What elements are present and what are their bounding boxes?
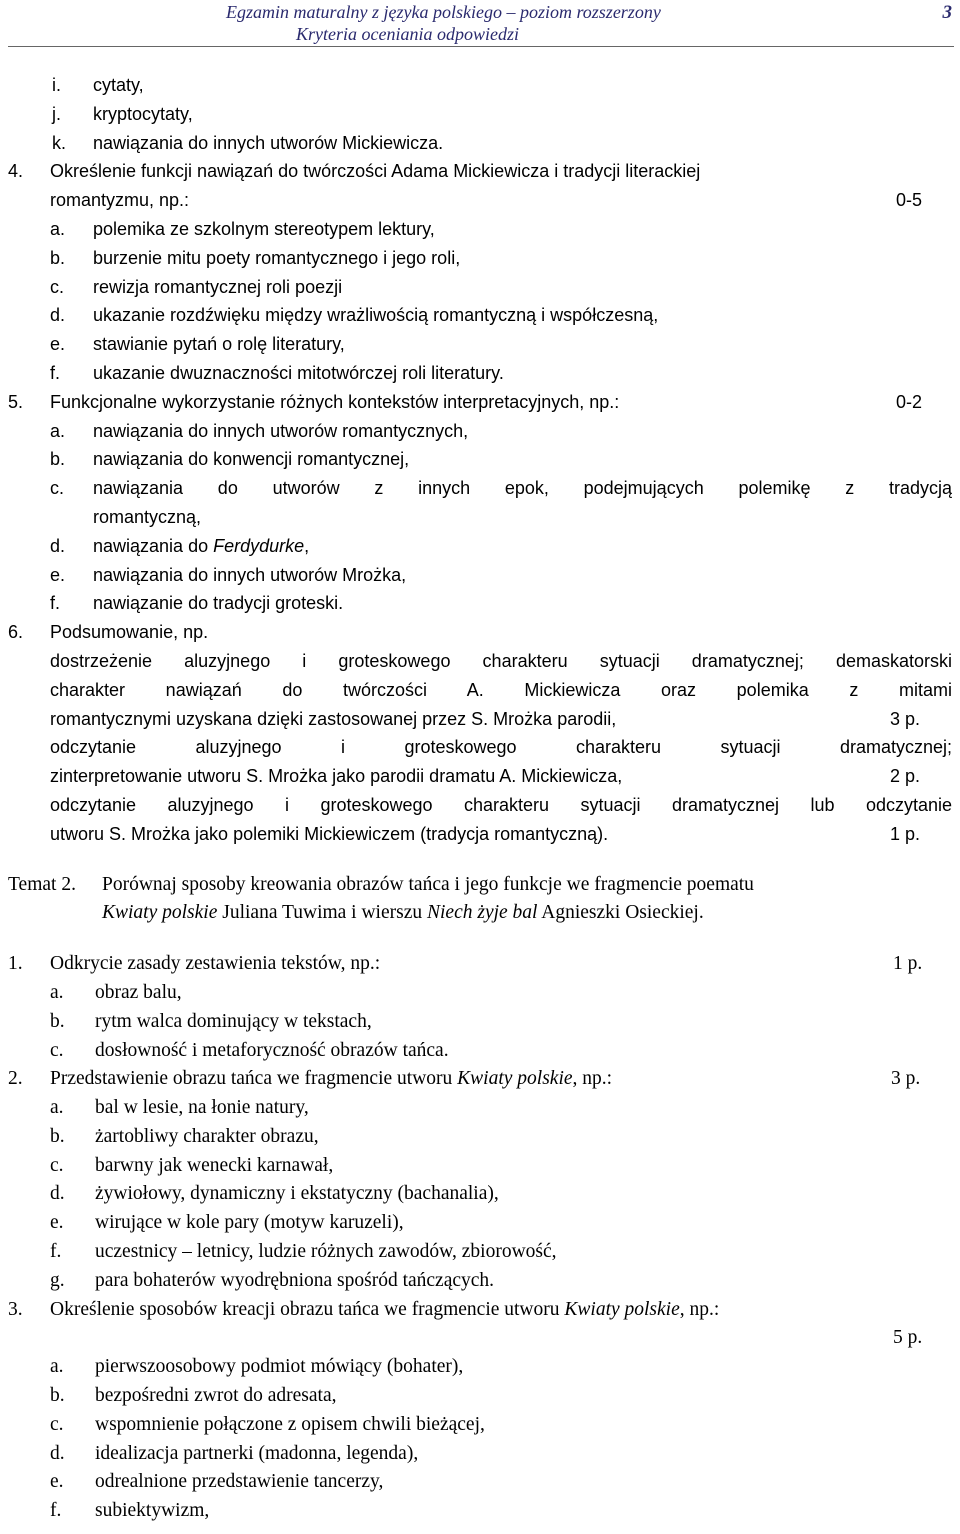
header-subtitle: Kryteria oceniania odpowiedzi: [296, 24, 519, 44]
list-item: [0, 589, 960, 618]
item-label: k.: [52, 132, 67, 153]
list-item: [0, 1382, 960, 1411]
item-label: b.: [50, 1125, 65, 1147]
section-title: Podsumowanie, np.: [50, 622, 209, 643]
item-label: e.: [50, 1212, 64, 1234]
italic-title: Kwiaty polskie: [457, 1068, 573, 1090]
section-6-heading: [0, 618, 960, 647]
item-text: żywiołowy, dynamiczny i ekstatyczny (bachanalia),: [95, 1183, 499, 1205]
item-label: f.: [50, 1241, 62, 1263]
section-title-cont: romantyzmu, np.:: [50, 190, 190, 211]
item-text: nawiązania do innych utworów romantycznych,: [93, 420, 469, 441]
summary-para-2: [0, 733, 960, 762]
list-item: [0, 1497, 960, 1526]
para-points: 3 p.: [890, 708, 921, 729]
topic-2-heading: [0, 871, 960, 900]
item-label: g.: [50, 1269, 65, 1291]
summary-para-3-end: [0, 820, 960, 849]
section-title: Określenie sposobów kreacji obrazu tańca we fragmencie utworu Kwiaty polskie, np.:: [50, 1298, 720, 1320]
item-text: ukazanie rozdźwięku między wrażliwością romantyczną i współczesną,: [93, 305, 659, 326]
section-number: 4.: [8, 161, 24, 182]
item-text: burzenie mitu poety romantycznego i jego roli,: [93, 247, 461, 268]
item-text: obraz balu,: [95, 981, 182, 1003]
list-item: [0, 301, 960, 330]
item-label: d.: [50, 535, 66, 556]
list-item: [0, 1123, 960, 1152]
item-label: a.: [50, 420, 66, 441]
item-label: b.: [50, 1385, 65, 1407]
item-text: żartobliwy charakter obrazu,: [95, 1125, 319, 1147]
summary-para-1: [0, 647, 960, 676]
para-line: zinterpretowanie utworu S. Mrożka jako parodii dramatu A. Mickiewicza,: [50, 766, 623, 787]
page-header: [0, 0, 960, 46]
para-line: dostrzeżenie aluzyjnego i groteskowego charakteru sytuacji dramatycznej; demaskatorski: [50, 650, 952, 671]
item-text: ukazanie dwuznaczności mitotwórczej roli literatury.: [93, 362, 504, 383]
para-line: utworu S. Mrożka jako polemiki Mickiewiczem (tradycja romantyczną).: [50, 823, 609, 844]
section-points: 0-5: [896, 190, 923, 211]
section-number: 5.: [8, 391, 24, 412]
section-5-heading: [0, 388, 960, 417]
item-label: i.: [52, 75, 61, 95]
list-item: [0, 445, 960, 474]
summary-para-3: [0, 791, 960, 820]
section-title: Odkrycie zasady zestawienia tekstów, np.:: [50, 953, 381, 975]
section-number: 6.: [8, 622, 24, 643]
item-text: uczestnicy – letnicy, ludzie różnych zawodów, zbiorowość,: [95, 1241, 557, 1263]
t2-section-2-heading: [0, 1065, 960, 1094]
list-item: [0, 71, 960, 100]
item-text: barwny jak wenecki karnawał,: [95, 1154, 334, 1176]
italic-title: Kwiaty polskie: [102, 902, 218, 924]
section-points: 1 p.: [893, 953, 923, 975]
item-text: wspomnienie połączone z opisem chwili bieżącej,: [95, 1413, 485, 1435]
section-title: Funkcjonalne wykorzystanie różnych kontekstów interpretacyjnych, np.:: [50, 391, 620, 412]
para-line: romantycznymi uzyskana dzięki zastosowanej przez S. Mrożka parodii,: [50, 708, 617, 729]
list-item: [0, 417, 960, 446]
item-text: rewizja romantycznej roli poezji: [93, 276, 343, 297]
item-text: polemika ze szkolnym stereotypem lektury,: [93, 218, 435, 239]
list-item: [0, 1152, 960, 1181]
item-text: bal w lesie, na łonie natury,: [95, 1097, 309, 1119]
list-item: [0, 359, 960, 388]
item-label: d.: [50, 1442, 65, 1464]
item-text: wirujące w kole pary (motyw karuzeli),: [95, 1212, 404, 1234]
topic-text-cont: Kwiaty polskie Juliana Tuwima i wierszu Niech żyje bal Agnieszki Osieckiej.: [102, 902, 704, 924]
item-label: e.: [50, 334, 66, 355]
para-line: odczytanie aluzyjnego i groteskowego charakteru sytuacji dramatycznej lub odczytanie: [50, 794, 952, 815]
item-label: c.: [50, 1154, 64, 1176]
item-text: bezpośredni zwrot do adresata,: [95, 1385, 337, 1407]
section-4-heading-cont: [0, 186, 960, 215]
page-number: 3: [942, 2, 952, 23]
item-text: nawiązania do innych utworów Mickiewicza.: [93, 132, 444, 153]
item-text: nawiązanie do tradycji groteski.: [93, 593, 344, 614]
section-points: 5 p.: [893, 1327, 923, 1349]
item-text-cont: romantyczną,: [93, 506, 202, 527]
item-label: a.: [50, 1097, 64, 1119]
item-label: c.: [50, 1039, 64, 1061]
list-item: [0, 1209, 960, 1238]
item-label: a.: [50, 1356, 64, 1378]
item-text: nawiązania do konwencji romantycznej,: [93, 449, 410, 470]
list-item: [0, 561, 960, 590]
summary-para-1-end: [0, 705, 960, 734]
para-line: charakter nawiązań do twórczości A. Mickiewicza oraz polemika z mitami: [50, 679, 952, 700]
list-item: [0, 330, 960, 359]
list-item: [0, 1468, 960, 1497]
item-label: a.: [50, 981, 64, 1003]
list-item: [0, 215, 960, 244]
italic-title: Kwiaty polskie: [564, 1298, 680, 1320]
section-points: 0-2: [896, 391, 923, 412]
item-text: subiektywizm,: [95, 1500, 210, 1522]
summary-para-2-end: [0, 762, 960, 791]
italic-title: Ferdydurke: [213, 535, 305, 556]
topic-text: Porównaj sposoby kreowania obrazów tańca i jego funkcje we fragmencie poematu: [102, 873, 754, 895]
header-rule: [8, 46, 954, 47]
para-points: 2 p.: [890, 766, 921, 787]
item-text: pierwszoosobowy podmiot mówiący (bohater),: [95, 1356, 464, 1378]
item-label: e.: [50, 564, 66, 585]
section-points: 3 p.: [891, 1068, 921, 1090]
section-4-heading: [0, 157, 960, 186]
item-label: f.: [50, 362, 61, 383]
section-number: 3.: [8, 1298, 23, 1320]
list-item: [0, 1440, 960, 1469]
item-text: odrealnione przedstawienie tancerzy,: [95, 1471, 384, 1493]
item-label: d.: [50, 1183, 65, 1205]
item-text: nawiązania do innych utworów Mrożka,: [93, 564, 407, 585]
item-text: dosłowność i metaforyczność obrazów tańca.: [95, 1039, 449, 1061]
topic-2-heading-cont: [0, 899, 960, 928]
item-text: stawianie pytań o rolę literatury,: [93, 334, 345, 355]
item-label: f.: [50, 1500, 62, 1522]
document-body: [0, 71, 960, 1526]
item-label: b.: [50, 1010, 65, 1032]
para-points: 1 p.: [890, 823, 921, 844]
list-item: [0, 1267, 960, 1296]
item-label: b.: [50, 247, 66, 268]
list-item: [0, 474, 960, 503]
t2-section-1-heading: [0, 950, 960, 979]
list-item: [0, 1238, 960, 1267]
list-item: [0, 532, 960, 561]
item-text: nawiązania do utworów z innych epok, podejmujących polemikę z tradycją: [93, 478, 952, 499]
item-label: c.: [50, 1413, 64, 1435]
topic-label: Temat 2.: [8, 873, 76, 895]
item-label: c.: [50, 276, 65, 297]
item-text: cytaty,: [93, 75, 144, 95]
list-item: [0, 1037, 960, 1066]
section-title: Przedstawienie obrazu tańca we fragmencie utworu Kwiaty polskie, np.:: [50, 1068, 613, 1090]
header-title: Egzamin maturalny z języka polskiego – poziom rozszerzony: [226, 2, 661, 22]
item-label: e.: [50, 1471, 64, 1493]
item-text: kryptocytaty,: [93, 103, 193, 124]
item-label: j.: [52, 103, 61, 124]
item-text: nawiązania do Ferdydurke,: [93, 535, 310, 556]
item-label: b.: [50, 449, 66, 470]
list-item: [0, 1008, 960, 1037]
section-number: 2.: [8, 1068, 23, 1090]
list-item: [0, 273, 960, 302]
item-text: para bohaterów wyodrębniona spośród tańczących.: [95, 1269, 495, 1291]
t2-section-3-heading: [0, 1296, 960, 1325]
list-item: [0, 1180, 960, 1209]
item-label: a.: [50, 218, 66, 239]
italic-title: Niech żyje bal: [427, 902, 538, 924]
t2-section-3-points-row: [0, 1324, 960, 1353]
list-item: [0, 979, 960, 1008]
list-item: [0, 1353, 960, 1382]
item-text: idealizacja partnerki (madonna, legenda),: [95, 1442, 419, 1464]
list-item: [0, 1094, 960, 1123]
item-label: c.: [50, 478, 65, 499]
section-number: 1.: [8, 953, 23, 975]
item-label: d.: [50, 305, 66, 326]
item-label: f.: [50, 593, 61, 614]
list-item-cont: [0, 503, 960, 532]
list-item: [0, 100, 960, 129]
list-item: [0, 244, 960, 273]
section-title: Określenie funkcji nawiązań do twórczości Adama Mickiewicza i tradycji literackiej: [50, 161, 701, 182]
para-line: odczytanie aluzyjnego i groteskowego charakteru sytuacji dramatycznej;: [50, 737, 952, 758]
item-text: rytm walca dominujący w tekstach,: [95, 1010, 372, 1032]
summary-para-1-cont: [0, 676, 960, 705]
list-item: [0, 1411, 960, 1440]
list-item: [0, 129, 960, 158]
